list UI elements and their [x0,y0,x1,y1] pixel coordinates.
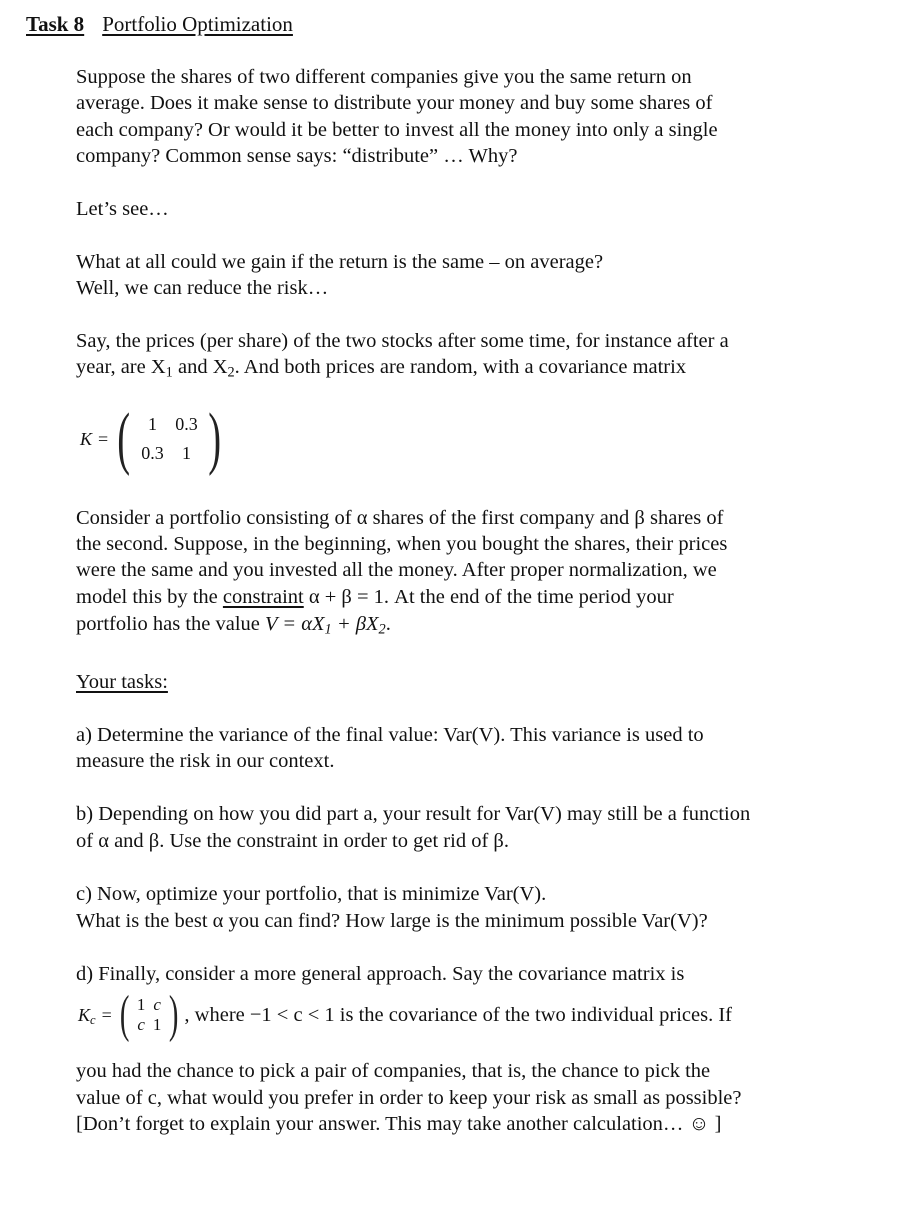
task-number: Task 8 [26,12,85,36]
intro-line-2: average. Does it make sense to distribute your money and buy some shares of [76,92,713,114]
task-a-line-2: measure the risk in our context. [76,750,335,772]
task-title: Portfolio Optimization [102,12,293,36]
matrix-kc-cell: c [153,995,161,1014]
task-heading [26,10,293,38]
intro-line-1: Suppose the shares of two different companies give you the same return on [76,66,692,88]
task-c-line-2: What is the best α you can find? How large is the minimum possible Var(V)? [76,910,708,932]
gain-line-2: Well, we can reduce the risk… [76,277,329,299]
portfolio-line-5: portfolio has the value $V = \alpha X_1 + \beta X_2$. [76,613,391,638]
portfolio-line-1: Consider a portfolio consisting of α shares of the first company and β shares of [76,507,724,529]
tasks-heading: Your tasks: [76,671,168,693]
matrix-k-cell: 0.3 [141,443,164,463]
portfolio-line-2: the second. Suppose, in the beginning, when you bought the shares, their prices [76,533,728,555]
task-a-line-1: a) Determine the variance of the final value: Var(V). This variance is used to [76,724,704,746]
lets-see-line: Let’s see… [76,198,169,220]
matrix-kc-label: $K_c$ [78,1004,96,1027]
matrix-kc-cell: 1 [152,1015,162,1034]
prices-line-2: year, are $X_1$ and $X_2$. And both prices are random, with a covariance matrix [76,356,687,381]
right-paren: ) [208,400,222,477]
task-c-line-1: c) Now, optimize your portfolio, that is minimize Var(V). [76,883,547,905]
matrix-kc-cell: 1 [136,995,146,1014]
matrix-k-grid [135,414,203,464]
matrix-k-cell: 1 [147,414,157,434]
task-b-line-1: b) Depending on how you did part a, your result for Var(V) may still be a function [76,803,751,825]
matrix-kc-equals: = [101,1004,112,1025]
matrix-kc-cell: c [137,1015,145,1034]
task-d-line-5: [Don’t forget to explain your answer. This may take another calculation… ☺ ] [76,1113,722,1135]
matrix-k-equals: = [98,428,109,449]
gain-line-1: What at all could we gain if the return is the same – on average? [76,251,604,273]
covariance-matrix-kc [78,986,732,1043]
constraint-term: constraint [222,586,304,608]
intro-line-4: company? Common sense says: “distribute” … Why? [76,145,518,167]
matrix-kc-grid [133,995,165,1035]
intro-line-3: each company? Or would it be better to invest all the money into only a single [76,119,718,141]
matrix-k-cell: 1 [181,443,191,463]
covariance-matrix-k [80,400,227,477]
matrix-k-cell: 0.3 [175,414,198,434]
task-d-line-3: you had the chance to pick a pair of companies, that is, the chance to pick the [76,1060,711,1082]
task-d-line-4: value of c, what would you prefer in order to keep your risk as small as possible? [76,1087,742,1109]
portfolio-line-3: were the same and you invested all the money. After proper normalization, we [76,559,717,581]
left-paren: ( [117,400,131,477]
prices-line-1: Say, the prices (per share) of the two stocks after some time, for instance after a [76,330,729,352]
right-paren: ) [168,986,179,1043]
left-paren: ( [119,986,130,1043]
task-d-line-1: d) Finally, consider a more general approach. Say the covariance matrix is [76,963,685,985]
task-b-line-2: of α and β. Use the constraint in order to get rid of β. [76,830,509,852]
task-d-line-2: , where −1 < c < 1 is the covariance of the two individual prices. If [184,1003,732,1026]
portfolio-line-4: model this by the constraint α + β = 1. At the end of the time period your [76,586,674,608]
portfolio-value-formula: $V = \alpha X_1 + \beta X_2$ [265,613,386,638]
matrix-k-label: K [80,428,93,449]
